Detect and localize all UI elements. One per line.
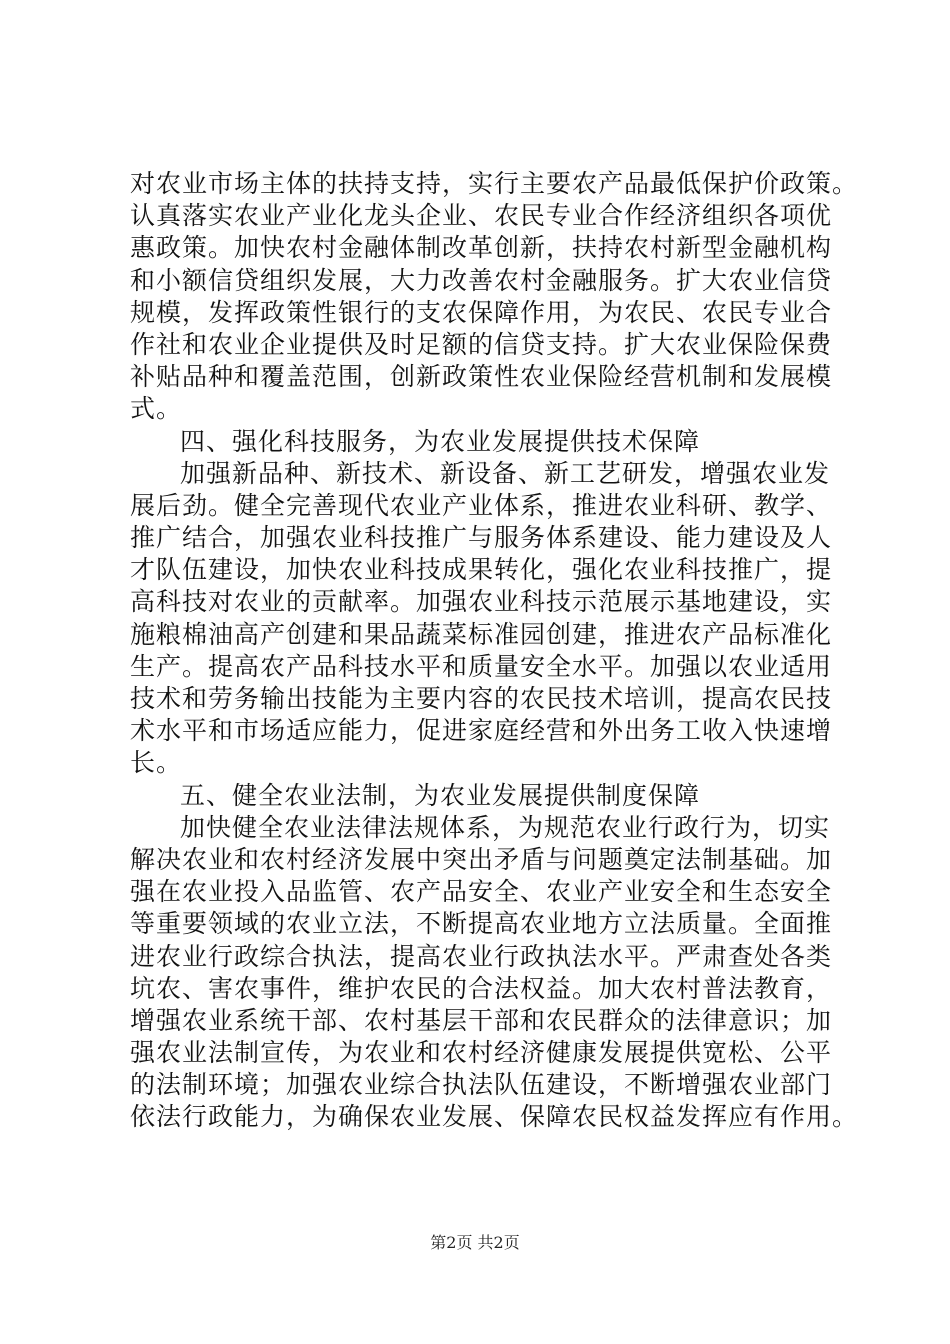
text-line: 式。	[130, 394, 183, 424]
text-line: 增强农业系统干部、农村基层干部和农民群众的法律意识；加	[130, 1005, 833, 1035]
text-line: 认真落实农业产业化龙头企业、农民专业合作经济组织各项优	[130, 201, 833, 231]
text-line: 作社和农业企业提供及时足额的信贷支持。扩大农业保险保费	[130, 329, 833, 359]
text-line: 补贴品种和覆盖范围，创新政策性农业保险经营机制和发展模	[130, 362, 833, 392]
paragraph	[130, 458, 833, 780]
text-line: 等重要领域的农业立法，不断提高农业地方立法质量。全面推	[130, 909, 833, 939]
text-line: 展后劲。健全完善现代农业产业体系，推进农业科研、教学、	[130, 490, 833, 520]
text-line: 进农业行政综合执法，提高农业行政执法水平。严肃查处各类	[130, 941, 833, 971]
document-body	[130, 168, 859, 1134]
text-line: 惠政策。加快农村金融体制改革创新，扶持农村新型金融机构	[130, 233, 833, 263]
text-line: 术水平和市场适应能力，促进家庭经营和外出务工收入快速增	[130, 716, 833, 746]
text-line: 生产。提高农产品科技水平和质量安全水平。加强以农业适用	[130, 651, 833, 681]
text-line: 规模，发挥政策性银行的支农保障作用，为农民、农民专业合	[130, 297, 833, 327]
text-line: 强在农业投入品监管、农产品安全、农业产业安全和生态安全	[130, 877, 833, 907]
text-line: 技术和劳务输出技能为主要内容的农民技术培训，提高农民技	[130, 684, 833, 713]
text-line: 坑农、害农事件，维护农民的合法权益。加大农村普法教育，	[130, 973, 833, 1003]
text-line: 解决农业和农村经济发展中突出矛盾与问题奠定法制基础。加	[130, 844, 833, 874]
page-footer: 第2页 共2页	[430, 1233, 520, 1252]
text-line: 施粮棉油高产创建和果品蔬菜标准园创建，推进农产品标准化	[130, 619, 833, 649]
text-line: 和小额信贷组织发展，大力改善农村金融服务。扩大农业信贷	[130, 265, 833, 295]
text-line: 强农业法制宣传，为农业和农村经济健康发展提供宽松、公平	[130, 1038, 833, 1068]
paragraph	[130, 168, 859, 426]
section-heading	[130, 780, 830, 812]
section-heading	[130, 426, 830, 458]
paragraph	[130, 812, 859, 1134]
text-line: 才队伍建设，加快农业科技成果转化，强化农业科技推广，提	[130, 555, 833, 585]
heading-text: 五、健全农业法制，为农业发展提供制度保障	[180, 780, 701, 810]
text-line: 对农业市场主体的扶持支持，实行主要农产品最低保护价政策。	[130, 169, 859, 198]
text-line: 推广结合，加强农业科技推广与服务体系建设、能力建设及人	[130, 523, 833, 553]
text-line: 加快健全农业法律法规体系，为规范农业行政行为，切实	[180, 812, 831, 842]
text-line: 长。	[130, 748, 183, 778]
text-line: 加强新品种、新技术、新设备、新工艺研发，增强农业发	[180, 458, 831, 488]
text-line: 高科技对农业的贡献率。加强农业科技示范展示基地建设，实	[130, 587, 833, 617]
text-line: 依法行政能力，为确保农业发展、保障农民权益发挥应有作用。	[130, 1102, 859, 1132]
heading-text: 四、强化科技服务，为农业发展提供技术保障	[180, 426, 701, 456]
text-line: 的法制环境；加强农业综合执法队伍建设，不断增强农业部门	[130, 1070, 833, 1100]
